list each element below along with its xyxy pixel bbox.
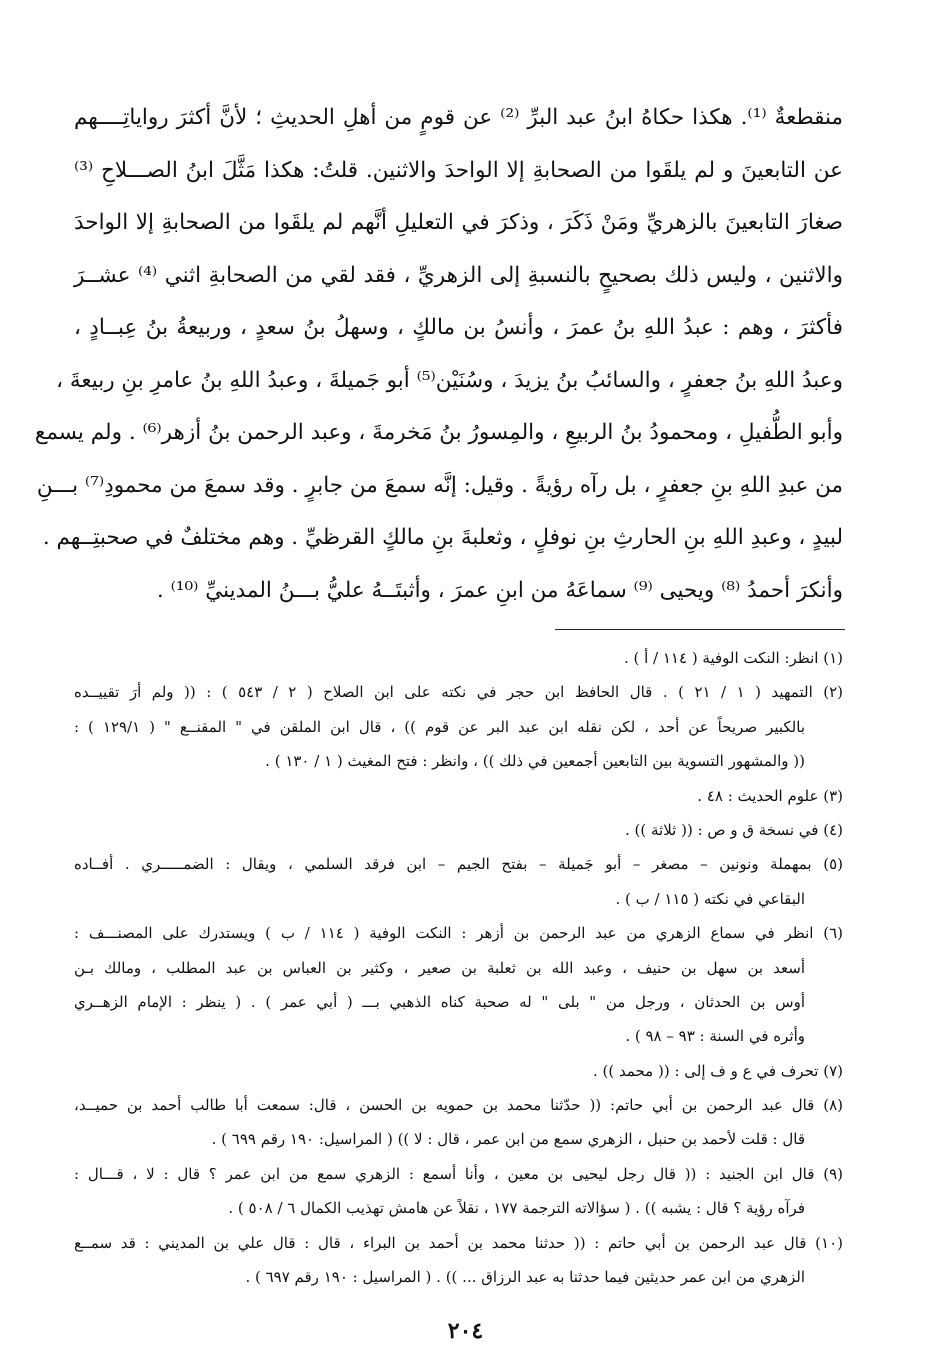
main-text-line: عن التابعينَ و لم يلقَوا من الصحابةِ إلا الواحدَ والاثنين. قلتُ: هكذا مَثَّلَ ابنُ الصـــلاحِ ⁽³⁾ — [74, 157, 843, 183]
page-number: ٢٠٤ — [447, 1318, 484, 1344]
main-text-line: وأنكرَ أحمدُ ⁽⁸⁾ ويحيى ⁽⁹⁾ سماعَهُ من ابنِ عمرَ ، وأثبتَــهُ عليُّ بـــنُ المدينيِّ ⁽¹⁰⁾ . — [156, 577, 843, 603]
footnote-line: البقاعي في نكته ( ١١٥ / ب ) . — [615, 889, 805, 908]
footnote-line: (( والمشهور التسوية بين التابعين أجمعين في ذلك )) ، وانظر : فتح المغيث ( ١ / ١٣٠ ) . — [265, 752, 805, 771]
footnote-line: (٤) في نسخة ق و ص : (( ثلاثة )) . — [625, 820, 843, 839]
main-text-line: صغارَ التابعينَ بالزهريِّ ومَنْ ذَكَرَ ، وذكرَ في التعليلِ أنَّهم لم يلقَوا من الصحابةِ إلا الواحدَ — [74, 210, 843, 235]
footnote-line: وأثره في السنة : ٩٣ – ٩٨ ) . — [625, 1027, 805, 1046]
footnote-line: (٦) انظر في سماع الزهري من عبد الرحمن بن أزهر : النكت الوفية ( ١١٤ / ب ) ويستدرك على المصنـــف : — [74, 924, 844, 943]
main-text-block — [34, 92, 843, 617]
main-text-line: والاثنين ، وليس ذلك بصحيحٍ بالنسبةِ إلى الزهريِّ ، فقد لقي من الصحابةِ اثني ⁽⁴⁾ عشــرَ — [74, 262, 843, 288]
footnote-line: (١٠) قال عبد الرحمن بن أبي حاتم : (( حدثنا محمد بن أحمد بن البراء ، قال : قال علي بن المديني : قد سمــع — [74, 1233, 843, 1252]
main-text-line: من عبدِ اللهِ بنِ جعفرٍ ، بل رآه رؤيةً . وقيل: إنَّه سمعَ من جابرٍ . وقد سمعَ من محمودِ⁽⁷⁾ بـــنِ — [36, 472, 843, 498]
footnote-line: الزهري من ابن عمر حديثين فيما حدثنا به عبد الرزاق ... )) . ( المراسيل : ١٩٠ رقم ٦٩٧ ) . — [245, 1268, 805, 1287]
main-text-line: وعبدُ اللهِ بنُ جعفرٍ ، والسائبُ بنُ يزيدَ ، وسُنَيْن⁽⁵⁾ أبو جَميلةَ ، وعبدُ اللهِ بنُ عامرِ بنِ ربيعةَ ، — [56, 367, 843, 393]
main-text-line: فأكثرَ ، وهم : عبدُ اللهِ بنُ عمرَ ، وأنسُ بن مالكٍ ، وسهلُ بنُ سعدٍ ، وربيعةُ بنُ عِبــادٍ ، — [74, 315, 843, 340]
footnote-line: (٥) بمهملة ونونين – مصغر – أبو جَميلة – بفتح الجيم – ابن فرقد السلمي ، ويقال : الضمـــــري . أفــاده — [74, 855, 843, 874]
footnote-divider — [555, 629, 845, 630]
main-text-line: وأبو الطُّفيلِ ، ومحمودُ بنُ الربيعِ ، والمِسورُ بنُ مَخرمةَ ، وعبد الرحمن بنُ أزهر⁽⁶⁾ . ولم يسمع — [34, 420, 843, 445]
footnote-line: (٢) التمهيد ( ١ / ٢١ ) . قال الحافظ ابن حجر في نكته على ابن الصلاح ( ٢ / ٥٤٣ ) : (( ولم أرَ تقييــده — [74, 683, 843, 702]
footnote-line: (٩) قال ابن الجنيد : (( قال رجل ليحيى بن معين ، وأنا أسمع : الزهري سمع من ابن عمر ؟ قال : لا ، قـــال : — [74, 1164, 843, 1183]
footnotes-block — [74, 641, 843, 1294]
footnote-line: (٣) علوم الحديث : ٤٨ . — [697, 786, 843, 805]
footnote-line: أسعد بن سهل بن حنيف ، وعبد الله بن ثعلبة بن صعير ، وكثير بن العباس بن عبد المطلب ، ومالك بـن — [74, 958, 805, 977]
main-text-line: لبيدٍ ، وعبدِ اللهِ بنِ الحارثِ بنِ نوفلٍ ، وثعلبةَ بنِ مالكٍ القرظيِّ . وهم مختلفٌ في صحبتِــهم . — [42, 525, 843, 550]
footnote-line: قال : قلت لأحمد بن حنبل ، الزهري سمع من ابن عمر ، قال : لا )) ( المراسيل: ١٩٠ رقم ٦٩٩ ) . — [211, 1130, 805, 1149]
main-text-line: منقطعةٌ ⁽¹⁾. هكذا حكاهُ ابنُ عبد البرِّ ⁽²⁾ عن قومٍ من أهلِ الحديثِ ؛ لأنَّ أكثرَ رواياتِــــهم — [74, 105, 843, 130]
footnote-line: أوس بن الحدثان ، ورجل من " بلى " له صحبة كناه الذهبي بـــ ( أبي عمر ) . ( ينظر : الإمام الزهــري — [74, 992, 805, 1011]
footnote-line: (٧) تحرف في ع و ف إلى : (( محمد )) . — [592, 1061, 843, 1080]
footnote-line: بالكبير صريحاً عن أحد ، لكن نقله ابن عبد البر عن قوم )) ، قال ابن الملقن في " المقنــع " ( ١٢٩/١ ) : — [74, 717, 805, 736]
footnote-line: (١) انظر: النكت الوفية ( ١١٤ / أ ) . — [623, 649, 843, 667]
footnote-line: فرآه رؤية ؟ قال : يشبه )) . ( سؤالاته الترجمة ١٧٧ ، نقلاً عن هامش تهذيب الكمال ٦ / ٥٠٨ ) . — [228, 1199, 805, 1218]
footnote-line: (٨) قال عبد الرحمن بن أبي حاتم: (( حدّثنا محمد بن حمويه بن الحسن ، قال: سمعت أبا طالب أحمد بن حميــد، — [74, 1096, 843, 1115]
